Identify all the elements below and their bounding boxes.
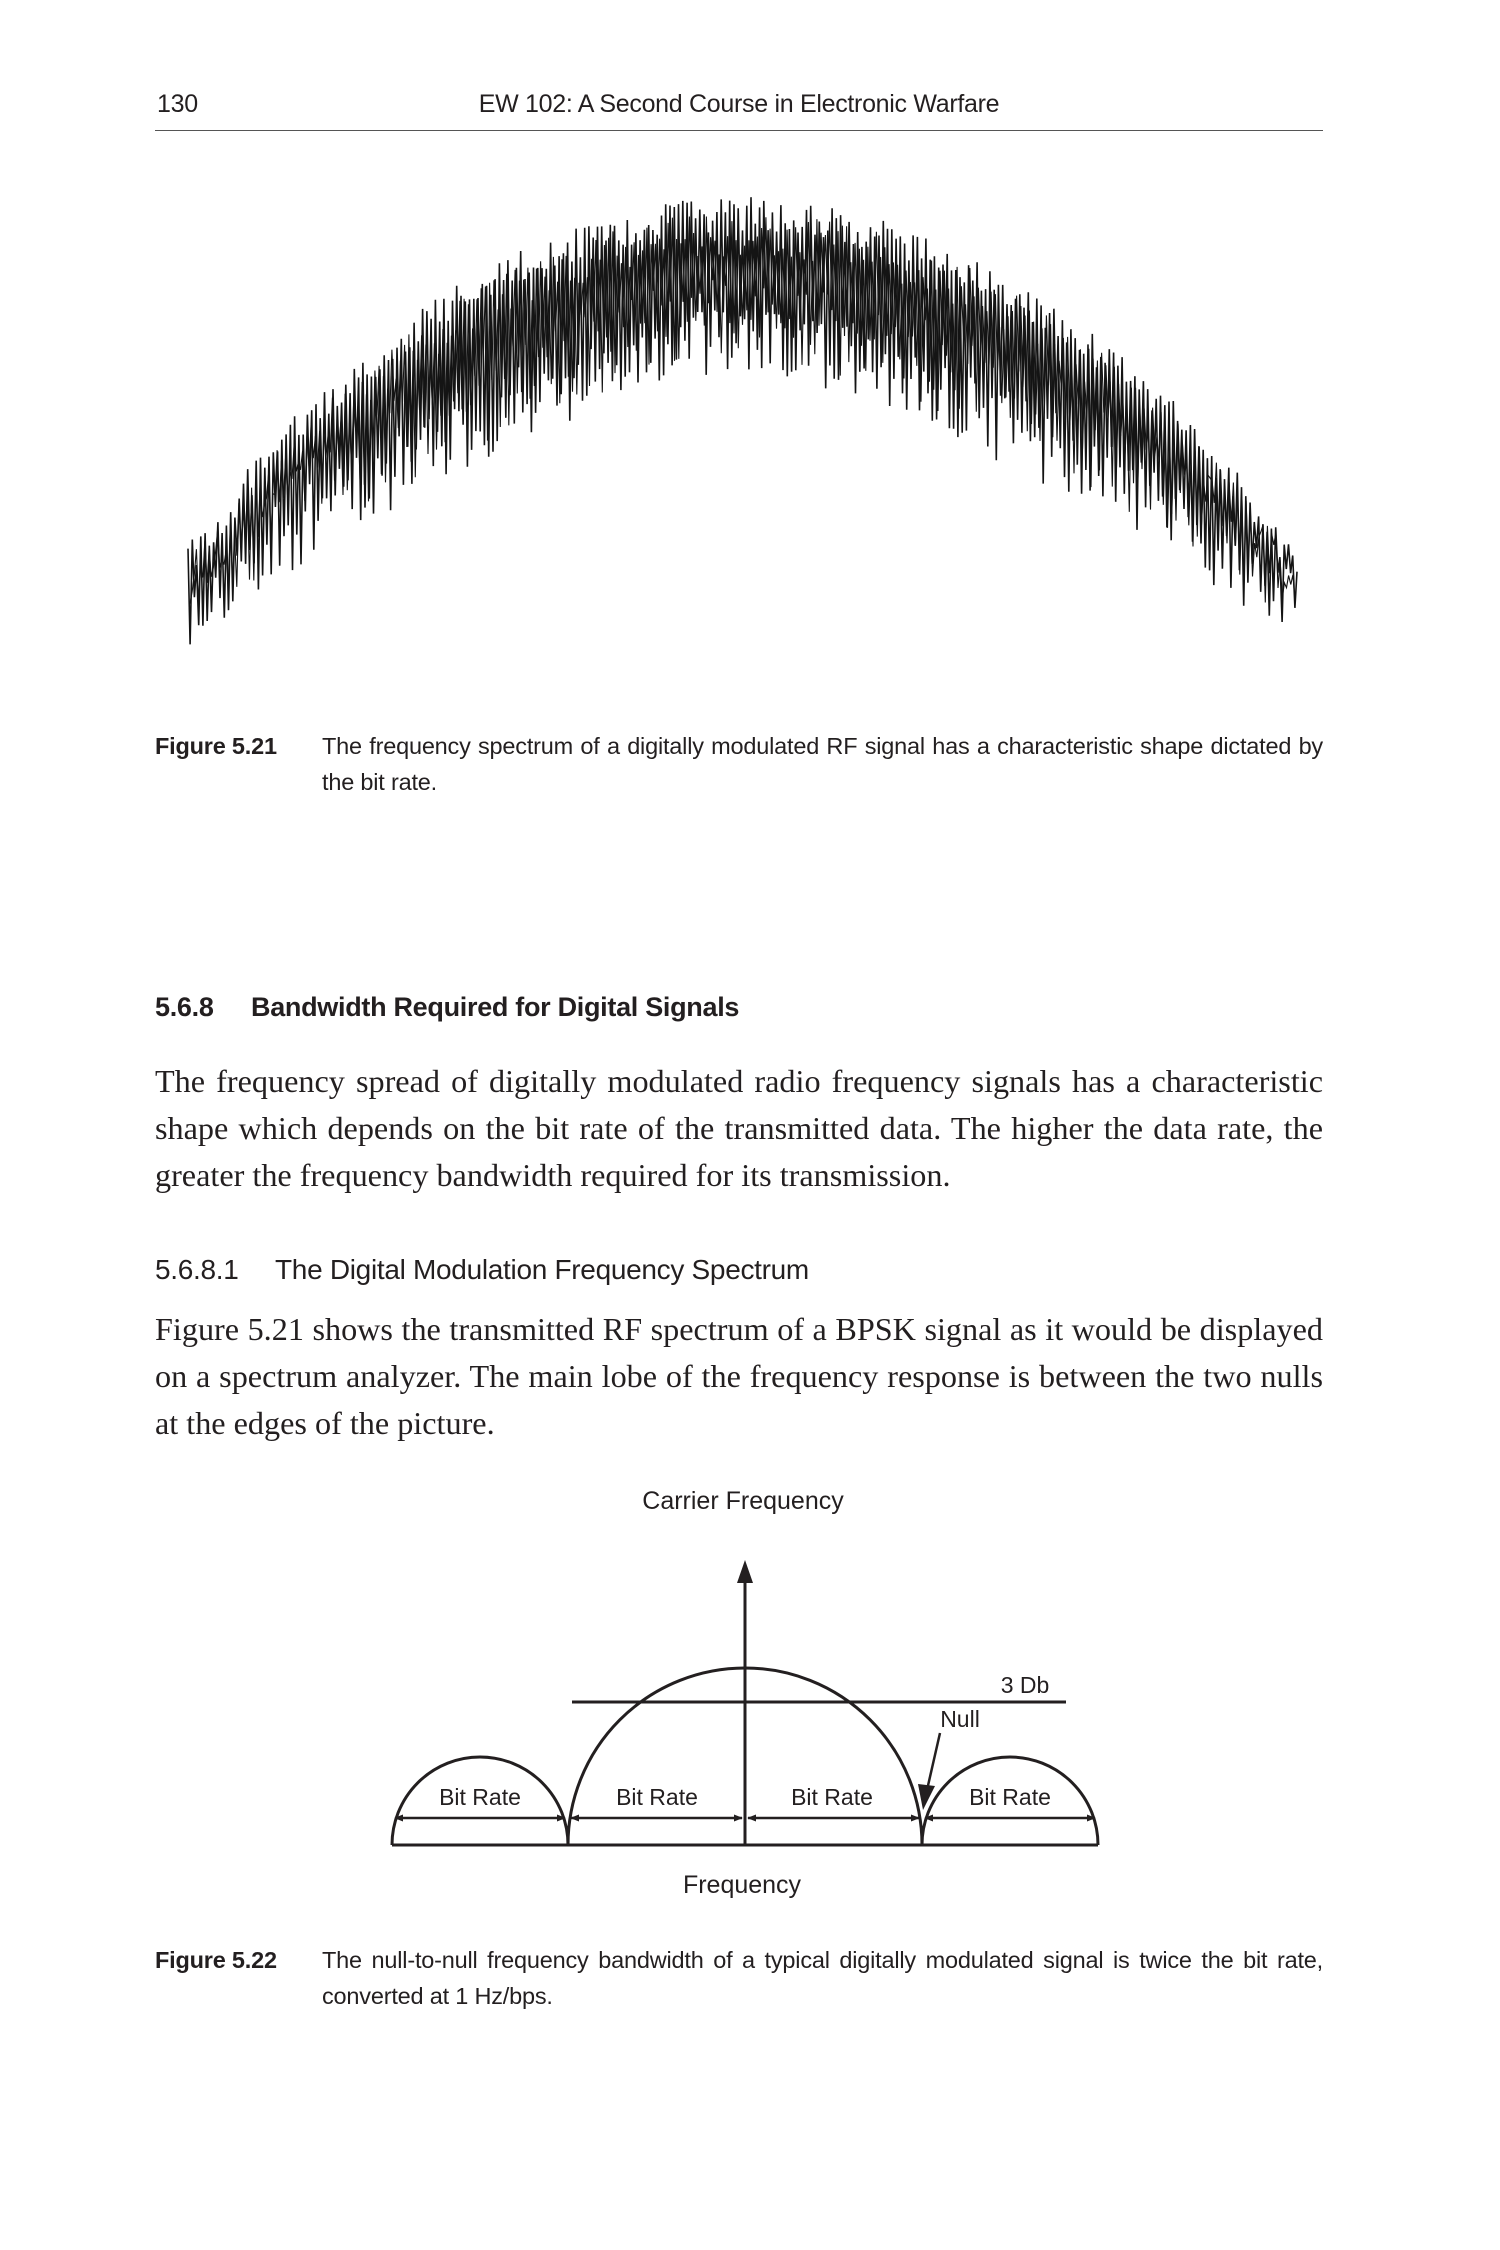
page-number: 130 [157, 90, 198, 118]
subsection-title: The Digital Modulation Frequency Spectrum [275, 1254, 809, 1285]
section-paragraph: The frequency spread of digitally modulated radio frequency signals has a characteristic shape which depends on the bit rate of the transmitted data. The higher the data rate, the greater the frequency bandwidth required for its transmission. [155, 1063, 1323, 1193]
figure-5-22-caption-text: The null-to-null frequency bandwidth of a typical digitally modulated signal is twice the bit rate, converted at 1 Hz/bps. [322, 1947, 1323, 2009]
subsection-heading [155, 1254, 809, 1286]
bit-rate-label-4: Bit Rate [969, 1784, 1051, 1810]
section-number: 5.6.8 [155, 992, 214, 1022]
figure-5-22-caption [155, 1942, 1323, 2014]
bpsk-spectrum-figure [180, 185, 1305, 685]
figure-5-21-caption-text: The frequency spectrum of a digitally modulated RF signal has a characteristic shape dictated by the bit rate. [322, 733, 1323, 795]
bit-rate-label-3: Bit Rate [791, 1784, 873, 1810]
carrier-arrow-head [737, 1560, 753, 1583]
frequency-axis-label: Frequency [682, 1871, 802, 1899]
bit-rate-label-2: Bit Rate [616, 1784, 698, 1810]
bit-rate-label-1: Bit Rate [439, 1784, 521, 1810]
running-title: EW 102: A Second Course in Electronic Warfare [478, 90, 1000, 118]
null-label: Null [940, 1706, 980, 1732]
null-to-null-bandwidth-diagram [380, 1480, 1110, 1920]
section-heading [155, 992, 739, 1023]
3db-label: 3 Db [1000, 1672, 1050, 1698]
subsection-paragraph: Figure 5.21 shows the transmitted RF spectrum of a BPSK signal as it would be displayed on a spectrum analyzer. The main lobe of the frequency response is between the two nulls at the edges of the picture. [155, 1311, 1323, 1441]
running-header [155, 82, 1323, 131]
spectrum-trace [188, 197, 1297, 644]
figure-5-22-label: Figure 5.22 [155, 1947, 277, 1973]
carrier-frequency-label: Carrier Frequency [642, 1487, 844, 1515]
subsection-number: 5.6.8.1 [155, 1254, 239, 1285]
section-title: Bandwidth Required for Digital Signals [251, 992, 740, 1022]
figure-5-21-label: Figure 5.21 [155, 733, 277, 759]
figure-5-21-caption [155, 728, 1323, 800]
null-pointer-line [927, 1733, 940, 1790]
